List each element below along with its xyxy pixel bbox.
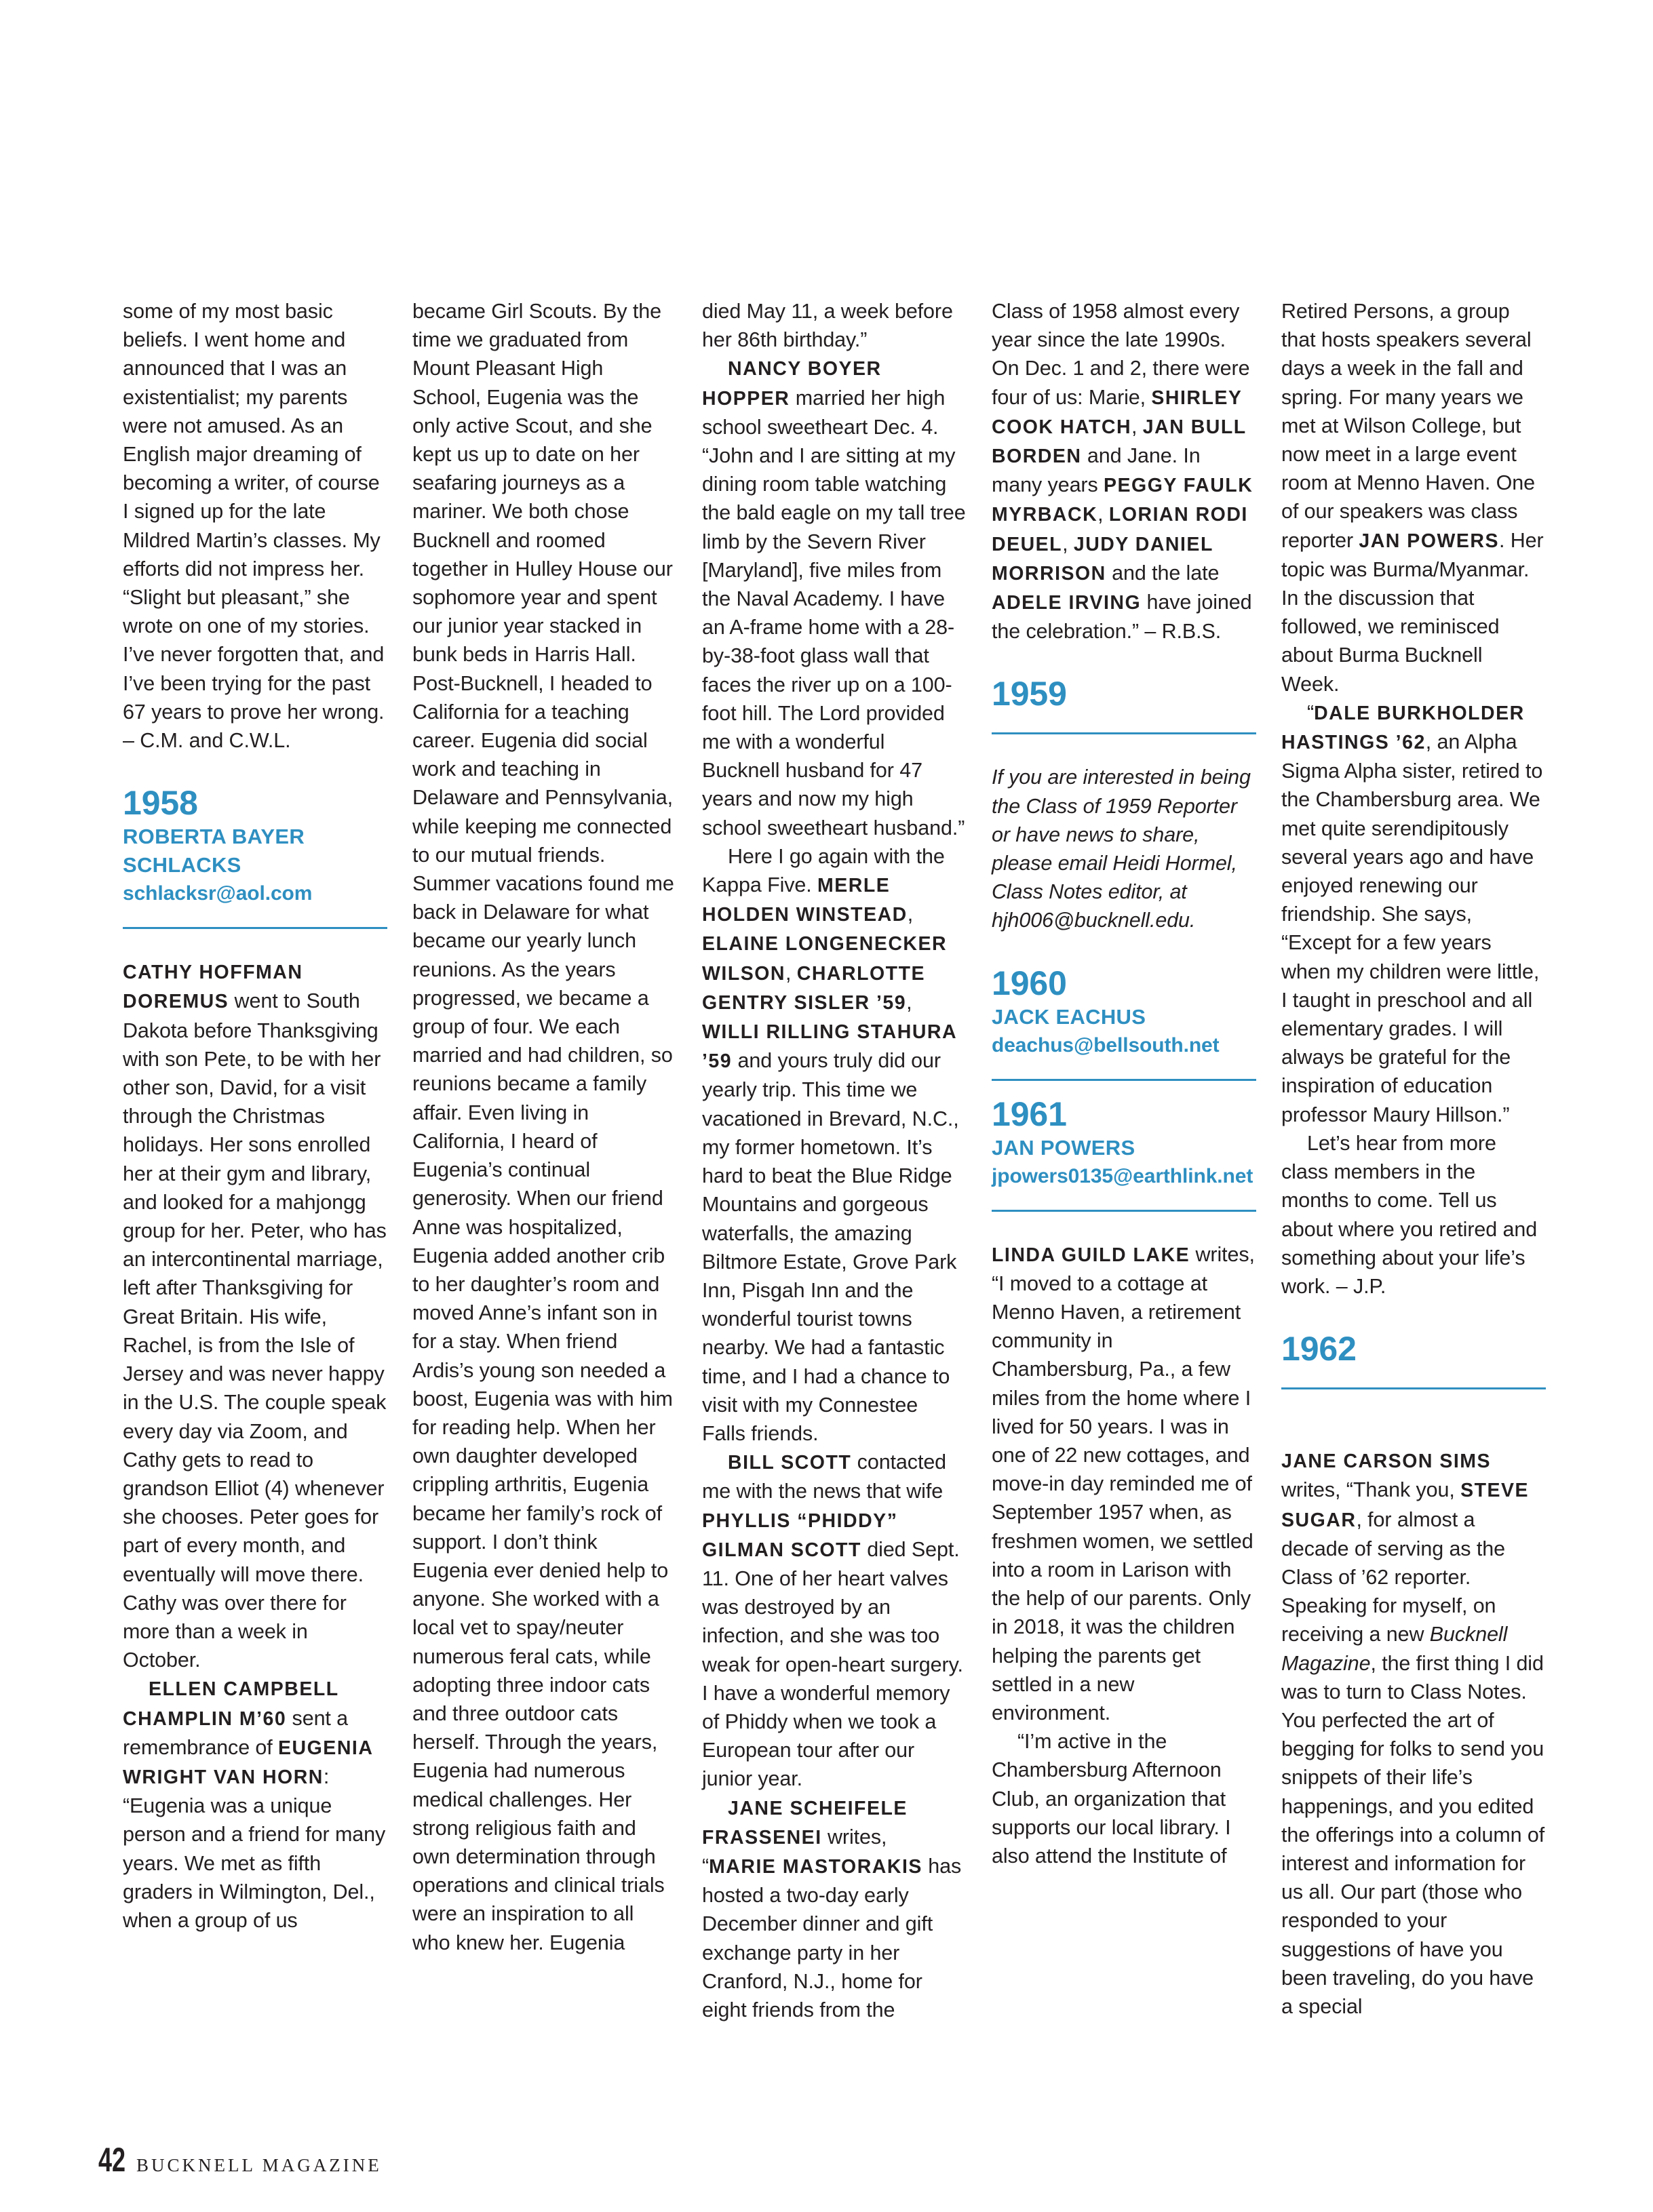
italic-note: If you are interested in being the Class of 1959 Reporter or have news to share, please email Heidi Hormel, Class Notes editor, at hjh006@bucknell.edu.	[992, 766, 1251, 932]
column-3	[702, 297, 967, 2024]
alumni-name: LORIAN RODI DEUEL	[992, 504, 1248, 555]
alumni-name: EUGENIA WRIGHT VAN HORN	[123, 1737, 373, 1788]
class-heading-1962	[1281, 1329, 1546, 1389]
separator: ,	[907, 903, 914, 926]
alumni-name: BILL SCOTT	[728, 1452, 852, 1474]
paragraph	[992, 297, 1256, 646]
divider	[123, 927, 387, 929]
column-2	[412, 297, 677, 1957]
paragraph-text: : “Eugenia was a unique person and a friend for many years. We met as fifth graders in Wilmington, Del., when a group of us	[123, 1764, 386, 1932]
paragraph: died May 11, a week before her 86th birthday.”	[702, 300, 953, 352]
divider	[992, 732, 1256, 734]
paragraph-text: sent a remembrance of	[123, 1706, 349, 1759]
paragraph	[1281, 698, 1546, 1129]
class-reporter-name: JACK EACHUS	[992, 1004, 1146, 1029]
paragraph	[123, 957, 387, 1674]
paragraph	[702, 354, 967, 842]
paragraph-text: , the first thing I did was to turn to Class Notes. You perfected the art of begging for folks to send you snippets of their life’s happenings, and you edited the offerings into a column of interest and information for us all. Our part (those who responded to your suggestions of have you been traveling, do you have a special	[1281, 1651, 1545, 2018]
paragraph-text: writes, “I moved to a cottage at Menno Haven, a retirement community in Chambersburg, Pa., a few miles from the home where I lived for 50 years. I was in one of 22 new cottages, and move-in day reminded me of September 1957 when, as freshmen women, we settled into a room in Larison with the help of our parents. Only in 2018, it was the children helping the parents get settled in a new environment.	[992, 1242, 1255, 1724]
alumni-name: SHIRLEY COOK HATCH	[992, 387, 1242, 438]
paragraph-text: Class of 1958 almost every year since the late 1990s. On Dec. 1 and 2, there were four of us: Marie,	[992, 300, 1250, 409]
paragraph-text: went to South Dakota before Thanksgiving with son Pete, to be with her other son, David, for a visit through the Christmas holidays. Her sons enrolled her at their gym and library, and looked for a mahjongg group for her. Peter, who has an intercontinental marriage, left after Thanksgiving for Great Britain. His wife, Rachel, is from the Isle of Jersey and was never happy in the U.S. The couple speak every day via Zoom, and Cathy gets to read to grandson Elliot (4) whenever she chooses. Peter goes for part of every month, and eventually will move there. Cathy was over there for more than a week in October.	[123, 989, 387, 1672]
paragraph-text: and yours truly did our yearly trip. This time we vacationed in Brevard, N.C., my former hometown. It’s hard to beat the Blue Ridge Mountains and gorgeous waterfalls, the amazing Biltmore Estate, Grove Park Inn, Pisgah Inn and the wonderful tourist towns nearby. We had a fantastic time, and I had a chance to visit with my Connestee Falls friends.	[702, 1049, 959, 1445]
alumni-name: NANCY BOYER HOPPER	[702, 358, 882, 410]
alumni-name: JAN POWERS	[1359, 530, 1499, 552]
paragraph	[123, 1674, 387, 1935]
page-number: 42	[98, 2141, 126, 2179]
paragraph	[702, 1794, 967, 2025]
paragraph: “I’m active in the Chambersburg Afternoon Club, an organization that supports our local library. I also attend the Institute of	[992, 1730, 1231, 1868]
paragraph	[1281, 297, 1546, 698]
alumni-name: WILLI RILLING STAHURA ’59	[702, 1021, 957, 1073]
class-year: 1962	[1281, 1330, 1357, 1368]
paragraph: became Girl Scouts. By the time we graduated from Mount Pleasant High School, Eugenia was the only active Scout, and she kept us up to date on her seafaring journeys as a mariner. We both chose Bucknell and roomed together in Hulley House our sophomore year and spent our junior year stacked in bunk beds in Harris Hall. Post-Bucknell, I headed to California for a teaching career. Eugenia did social work and teaching in Delaware and Pennsylvania, while keeping me connected to our mutual friends. Summer vacations found me back in Delaware for what became our yearly lunch reunions. As the years progressed, we became a group of four. We each married and had children, so reunions became a family affair. Even living in California, I heard of Eugenia’s continual generosity. When our friend Anne was hospitalized, Eugenia added another crib to her daughter’s room and moved Anne’s infant son in for a stay. When friend Ardis’s young son needed a boost, Eugenia was with him for reading help. When her own daughter developed crippling arthritis, Eugenia became her family’s rock of support. I don’t think Eugenia ever denied help to anyone. She worked with a local vet to spay/neuter numerous feral cats, while adopting three indoor cats and three outdoor cats herself. Through the years, Eugenia had numerous medical challenges. Her strong religious faith and own determination through operations and clinical trials were an inspiration to all who knew her. Eugenia	[412, 300, 674, 1954]
paragraph-text: died Sept. 11. One of her heart valves was destroyed by an infection, and she was too weak for open-heart surgery. I have a wonderful memory of Phiddy when we took a European tour after our junior year.	[702, 1537, 963, 1791]
paragraph-text: , for almost a decade of serving as the Class of ’62 reporter. Speaking for myself, on receiving a new	[1281, 1507, 1505, 1646]
class-heading-1958	[123, 783, 387, 929]
class-reporter-email[interactable]: schlacksr@aol.com	[123, 882, 313, 905]
separator: ,	[906, 990, 912, 1014]
magazine-name: BUCKNELL MAGAZINE	[136, 2155, 382, 2175]
paragraph	[702, 842, 967, 1448]
paragraph-text: . Her topic was Burma/Myanmar. In the discussion that followed, we reminisced about Burma Bucknell Week.	[1281, 528, 1544, 696]
class-reporter-name: ROBERTA BAYER SCHLACKS	[123, 825, 305, 877]
paragraph-text: Here I go again with the Kappa Five.	[702, 844, 945, 897]
alumni-name: ELLEN CAMPBELL CHAMPLIN M’60	[123, 1678, 339, 1730]
alumni-name: JAN BULL BORDEN	[992, 416, 1247, 468]
class-year: 1959	[992, 675, 1067, 713]
alumni-name: JUDY DANIEL MORRISON	[992, 533, 1213, 585]
alumni-name: MARIE MASTORAKIS	[709, 1855, 922, 1878]
class-year: 1961	[992, 1094, 1067, 1133]
alumni-name: DALE BURKHOLDER HASTINGS ’62	[1281, 702, 1525, 754]
paragraph-text: writes, “Thank you,	[1281, 1478, 1461, 1502]
paragraph	[1281, 1446, 1546, 2021]
separator: ,	[1097, 502, 1109, 526]
class-reporter-email[interactable]: deachus@bellsouth.net	[992, 1033, 1220, 1056]
paragraph-text: writes, “	[702, 1825, 887, 1878]
page-footer	[98, 2136, 382, 2177]
class-heading-1960	[992, 964, 1256, 1081]
alumni-name: JANE CARSON SIMS	[1281, 1450, 1492, 1473]
alumni-name: PHYLLIS “PHIDDY” GILMAN SCOTT	[702, 1509, 898, 1561]
alumni-name: MERLE HOLDEN WINSTEAD	[702, 875, 908, 926]
magazine-title: Bucknell Magazine	[1281, 1623, 1508, 1675]
paragraph: some of my most basic beliefs. I went home and announced that I was an existentialist; my parents were not amused. As an English major dreaming of becoming a writer, of course I signed up for the late Mildred Martin’s classes. My efforts did not impress her. “Slight but pleasant,” she wrote on one of my stories. I’ve never forgotten that, and I’ve been trying for the past 67 years to prove her wrong. – C.M. and C.W.L.	[123, 300, 385, 753]
paragraph-text: contacted me with the news that wife	[702, 1450, 947, 1503]
paragraph	[992, 1240, 1256, 1727]
paragraph-text: “	[1307, 700, 1315, 724]
paragraph-text: and Jane. In many years	[992, 444, 1201, 497]
column-4	[992, 297, 1256, 1870]
class-year: 1958	[123, 784, 198, 823]
paragraph-text: married her high school sweetheart Dec. 4. “John and I are sitting at my dining room table watching the bald eagle on my tall tree limb by the Severn River [Maryland], five miles from the Naval Academy. I have an A-frame home with a 28-by-38-foot glass wall that faces the river up on a 100-foot hill. The Lord provided me with a wonderful Bucknell husband for 47 years and now my high school sweetheart husband.”	[702, 386, 966, 840]
class-heading-1959	[992, 674, 1256, 734]
alumni-name: ELAINE LONGENECKER WILSON	[702, 933, 948, 985]
separator: ,	[1131, 414, 1143, 438]
alumni-name: PEGGY FAULK MYRBACK	[992, 475, 1253, 526]
class-reporter-name: JAN POWERS	[992, 1135, 1135, 1160]
alumni-name: LINDA GUILD LAKE	[992, 1244, 1190, 1266]
class-heading-1961	[992, 1094, 1256, 1212]
paragraph-text: , an Alpha Sigma Alpha sister, retired to the Chambersburg area. We met quite serendipitously several years ago and have enjoyed renewing our friendship. She says, “Except for a few years when my children were little, I taught in preschool and all elementary grades. I will always be grateful for the inspiration of education professor Maury Hillson.”	[1281, 730, 1543, 1126]
paragraph-text: and the late	[1106, 561, 1220, 585]
separator: ,	[1062, 532, 1074, 555]
class-reporter-email[interactable]: jpowers0135@earthlink.net	[992, 1164, 1253, 1187]
divider	[992, 1210, 1256, 1212]
paragraph-text: Retired Persons, a group that hosts speakers several days a week in the fall and spring. For many years we met at Wilson College, but now meet in a large event room at Menno Haven. One of our speakers was class reporter	[1281, 300, 1535, 552]
paragraph-text: has hosted a two-day early December dinner and gift exchange party in her Cranford, N.J., home for eight friends from the	[702, 1854, 962, 2021]
alumni-name: CHARLOTTE GENTRY SISLER ’59	[702, 962, 925, 1014]
class-year: 1960	[992, 964, 1067, 1002]
paragraph	[992, 763, 1256, 934]
column-5	[1281, 297, 1546, 2021]
alumni-name: CATHY HOFFMAN DOREMUS	[123, 962, 303, 1013]
alumni-name: STEVE SUGAR	[1281, 1480, 1530, 1531]
divider	[1281, 1387, 1546, 1389]
divider	[992, 1079, 1256, 1081]
alumni-name: ADELE IRVING	[992, 592, 1142, 614]
separator: ,	[785, 961, 797, 985]
paragraph-text: have joined the celebration.” – R.B.S.	[992, 591, 1252, 644]
alumni-name: JANE SCHEIFELE FRASSENEI	[702, 1797, 908, 1849]
paragraph	[702, 1448, 967, 1793]
column-1	[123, 297, 387, 1935]
paragraph: Let’s hear from more class members in the months to come. Tell us about where you retired and something about your life’s work. – J.P.	[1281, 1131, 1538, 1298]
